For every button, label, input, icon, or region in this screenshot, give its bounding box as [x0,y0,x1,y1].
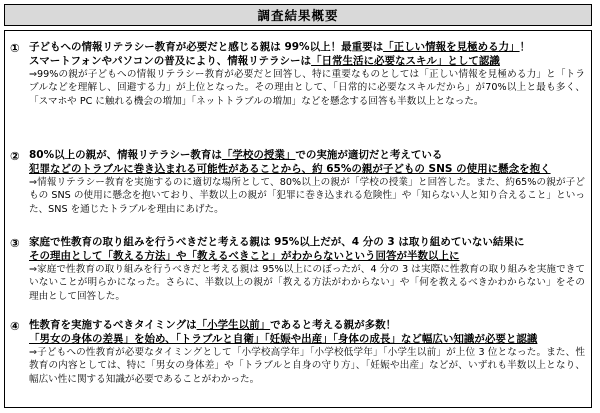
headline-suffix: での実施が適切だと考えている [295,149,443,161]
section-number: ① [10,41,20,55]
headline-suffix: であると考える親が多数！ [270,319,397,331]
headline-highlight: 「学校の授業」 [221,149,296,161]
section-number: ④ [10,319,20,333]
section-headline-1 [29,41,585,55]
page-title: 調査結果概要 [257,8,339,23]
section-headline-1 [29,319,585,333]
section-headline-2 [29,333,585,347]
headline-highlight: 「小学生以前」 [196,319,271,331]
section-description: ⇒99%の親が子どもへの情報リテラシー教育が必要だと回答し、特に重要なものとしては「正しい情報を見極める力」と「トラブルなどを理解し、回避する力」が上位となった。その理由として、「日常的に必要なスキルだから」が70%以上と最も多く、「スマホや PC に触れる機会の増加」「ネットトラブルの増加」などを懸念する回答も半数以上となった。 [29,69,585,107]
headline-highlight: 「日常生活に必要なスキル」として認識 [311,54,500,67]
section-headline-2 [29,250,585,264]
section-body [29,319,585,386]
section-headline-1 [29,149,585,163]
headline-highlight: その理由として「教える方法」や「教えるべきこと」がわからないという回答が半数以上に [29,249,460,262]
section-description: ⇒家庭で性教育の取り組みを行うべきだと考える親は 95%以上にのぼったが、4 分の 3 は実際に性教育の取り組みを実施できていないことが明らかになった。さらに、半数以上の親が「教える方法がわからない」や「何を教えるべきかわからない」をその理由として回答した。 [29,264,585,302]
section-body [29,236,585,303]
headline-text: 家庭で性教育の取り組みを行うべきだと考える親は 95%以上だが、4 分の 3 は取り組めていない結果に [29,236,525,248]
section-description: ⇒子どもへの性教育が必要なタイミングとして「小学校高学年」「小学校低学年」「小学生以前」が上位 3 位となった。また、性教育の内容としては、特に「男女の身体差」や「トラブルと自身の守り方」、「妊娠や出産」などが、いずれも半数以上となり、幅広い性に関する知識が必要であることがわかった。 [29,347,585,385]
results-panel [4,30,592,408]
section-description: ⇒情報リテラシー教育を実施するのに適切な場所として、80%以上の親が「学校の授業」と回答した。また、約65%の親が子どもの SNS の使用に懸念を抱いており、半数以上の親が「犯罪に巻き込まれる危険性」や「知らない人と知り合えること」といった、SNS を通じたトラブルを理由にあげた。 [29,177,585,215]
section-body [29,41,585,108]
section-headline-2 [29,55,585,69]
section-headline-1 [29,236,585,250]
headline-text: スマートフォンやパソコンの普及により、情報リテラシーは [29,54,312,67]
section-body [29,149,585,216]
headline-text: 子どもへの情報リテラシー教育が必要だと感じる親は 99%以上！最重要は [29,41,384,53]
headline-highlight: 「正しい情報を見極める力」 [383,41,520,53]
headline-highlight: 犯罪などのトラブルに巻き込まれる可能性があることから、約 65%の親が子どもの SNS の使用に懸念を抱く [29,162,551,175]
headline-text: 性教育を実施するべきタイミングは [29,319,197,331]
section-number: ② [10,149,20,163]
title-bar [4,4,592,26]
section-number: ③ [10,236,20,250]
section-headline-2 [29,163,585,177]
headline-highlight: 「男女の身体の差異」を始め、「トラブルと自衛」「妊娠や出産」「身体の成長」など幅広い知識が必要と認識 [29,332,538,345]
headline-suffix: ！ [519,41,531,53]
headline-text: 80%以上の親が、情報リテラシー教育は [29,149,222,161]
